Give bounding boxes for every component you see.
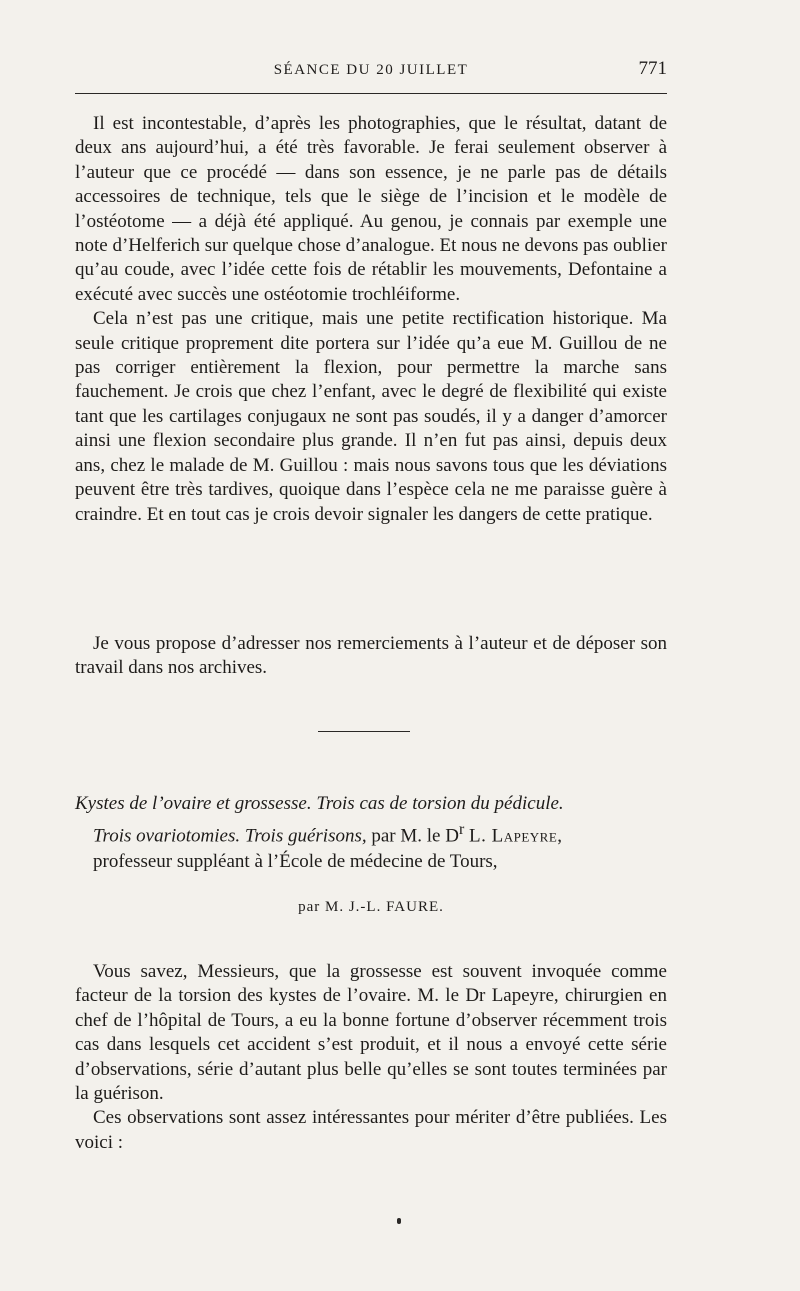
- report-text: [75, 112, 667, 527]
- article-title-line-1: Kystes de l’ovaire et grossesse. Trois cas de torsion du pédicule.: [75, 793, 564, 814]
- paragraph-2: Cela n’est pas une critique, mais une petite rectification historique. Ma seule critique proprement dite portera sur l’idée qu’a eue M. Guillou de ne pas corriger entièrement la flexion, pour permettre la marche sans fauchement. Je crois que chez l’enfant, avec le degré de flexibilité qui existe tant que les cartilages conjugaux ne sont pas soudés, il y a danger d’amorcer ainsi une flexion secondaire plus grande. Il n’en fut pas ainsi, depuis deux ans, chez le malade de M. Guillou : mais nous savons tous que les déviations peuvent être très tardives, quoique dans l’espèce cela ne me paraisse guère à craindre. Et en tout cas je crois devoir signaler les dangers de cette pratique.: [75, 308, 667, 525]
- paragraph-3: Je vous propose d’adresser nos remerciements à l’auteur et de déposer son travail dans nos archives.: [75, 633, 667, 679]
- author-prefix: par M. le D: [371, 825, 459, 847]
- article-text: [75, 960, 667, 1155]
- article-title-line-2-text: Trois ovariotomies. Trois guérisons,: [93, 825, 367, 847]
- article-title-line-2: [75, 817, 667, 849]
- paragraph-5: Ces observations sont assez intéressantes pour mériter d’être publiées. Les voici :: [75, 1107, 667, 1153]
- ink-speck: [397, 1218, 401, 1224]
- section-separator: [318, 731, 410, 732]
- paragraph-4: Vous savez, Messieurs, que la grossesse est souvent invoquée comme facteur de la torsion des kystes de l’ovaire. M. le Dr Lapeyre, chirurgien en chef de l’hôpital de Tours, a eu la bonne fortune d’observer récemment trois cas dans lesquels cet accident s’est produit, et il nous a envoyé cette série d’observations, série d’autant plus belle qu’elles se sont toutes terminées par la guérison.: [75, 961, 667, 1105]
- header-rule: [75, 93, 667, 94]
- doctor-superscript: r: [458, 821, 465, 838]
- running-head: [75, 56, 667, 84]
- rapporteur-byline: par M. J.-L. FAURE.: [298, 899, 444, 915]
- author-name: L. Lapeyre,: [469, 825, 563, 847]
- running-head-title: SÉANCE DU 20 JUILLET: [273, 62, 469, 78]
- page-number: 771: [638, 58, 667, 79]
- article-title: [75, 791, 667, 875]
- author-affiliation: professeur suppléant à l’École de médecine de Tours,: [93, 851, 498, 873]
- paragraph-1: Il est incontestable, d’après les photographies, que le résultat, datant de deux ans aujourd’hui, a été très favorable. Je ferai seulement observer à l’auteur que ce procédé — dans son essence, je ne parle pas de détails accessoires de technique, tels que le siège de l’incision et le modèle de l’ostéotome — a déjà été appliqué. Au genou, je connais par exemple une note d’Helferich sur quelque chose d’analogue. Et nous ne devons pas oublier qu’au coude, avec l’idée cette fois de rétablir les mouvements, Defontaine a exécuté avec succès une ostéotomie trochléiforme.: [75, 113, 667, 305]
- conclusion-text: [75, 632, 667, 681]
